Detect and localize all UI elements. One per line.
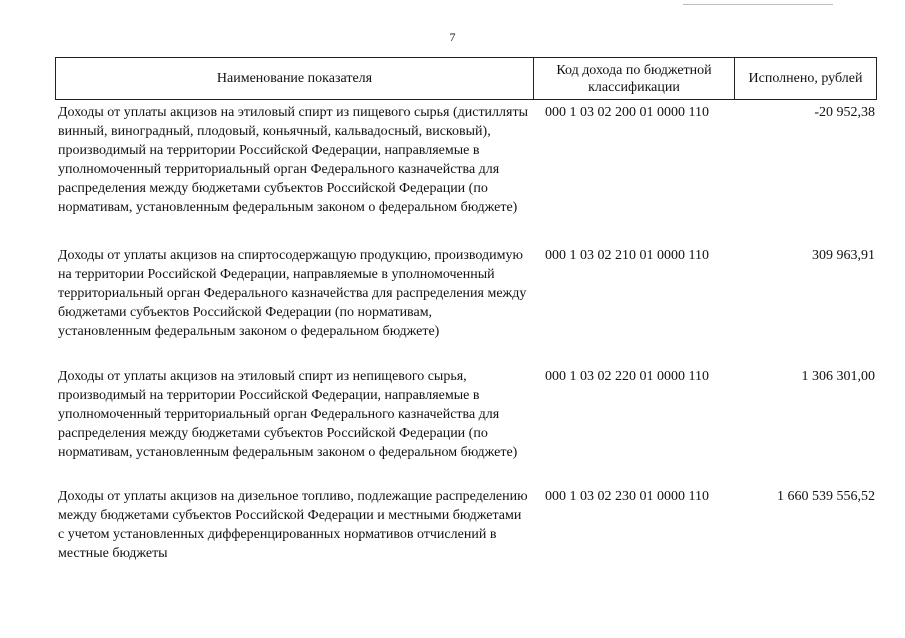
header-name: Наименование показателя (56, 58, 534, 99)
row-code: 000 1 03 02 200 01 0000 110 (545, 105, 709, 120)
row-code: 000 1 03 02 230 01 0000 110 (545, 489, 709, 504)
table-header (55, 57, 877, 100)
row-name: Доходы от уплаты акцизов на дизельное топливо, подлежащие распределению между бюджетами субъектов Российской Федерации и местными бюджетами с учетом установленных дифференцированных нормативов отчислений в местные бюджеты (58, 489, 528, 561)
top-divider (683, 4, 833, 5)
row-code: 000 1 03 02 210 01 0000 110 (545, 248, 709, 263)
row-code: 000 1 03 02 220 01 0000 110 (545, 369, 709, 384)
row-name: Доходы от уплаты акцизов на этиловый спирт из непищевого сырья, производимый на территории Российской Федерации, направляемые в уполномоченный территориальный орган Федерального казначейства для распределения между бюджетами субъектов Российской Федерации (по нормативам, установленным федеральным законом о федеральном бюджете) (58, 369, 518, 460)
row-amount: -20 952,38 (814, 105, 875, 120)
row-amount: 309 963,91 (812, 248, 875, 263)
page-number: 7 (449, 30, 456, 44)
header-executed: Исполнено, рублей (748, 71, 863, 86)
row-amount: 1 306 301,00 (801, 369, 875, 384)
row-amount: 1 660 539 556,52 (777, 489, 875, 504)
row-name: Доходы от уплаты акцизов на спиртосодержащую продукцию, производимую на территории Российской Федерации, направляемые в уполномоченный территориальный орган Федерального казначейства для распределения между бюджетами субъектов Российской Федерации (по нормативам, установленным федеральным законом о федеральном бюджете) (58, 248, 527, 339)
header-code: Код дохода по бюджетной классификации (534, 58, 735, 99)
row-name: Доходы от уплаты акцизов на этиловый спирт из пищевого сырья (дистилляты винный, виноградный, плодовый, коньячный, кальвадосный, висковый), производимый на территории Российской Федерации, направляемые в уполномоченный территориальный орган Федерального казначейства для распределения между бюджетами субъектов Российской Федерации (по нормативам, установленным федеральным законом о федеральном бюджете) (58, 105, 528, 215)
